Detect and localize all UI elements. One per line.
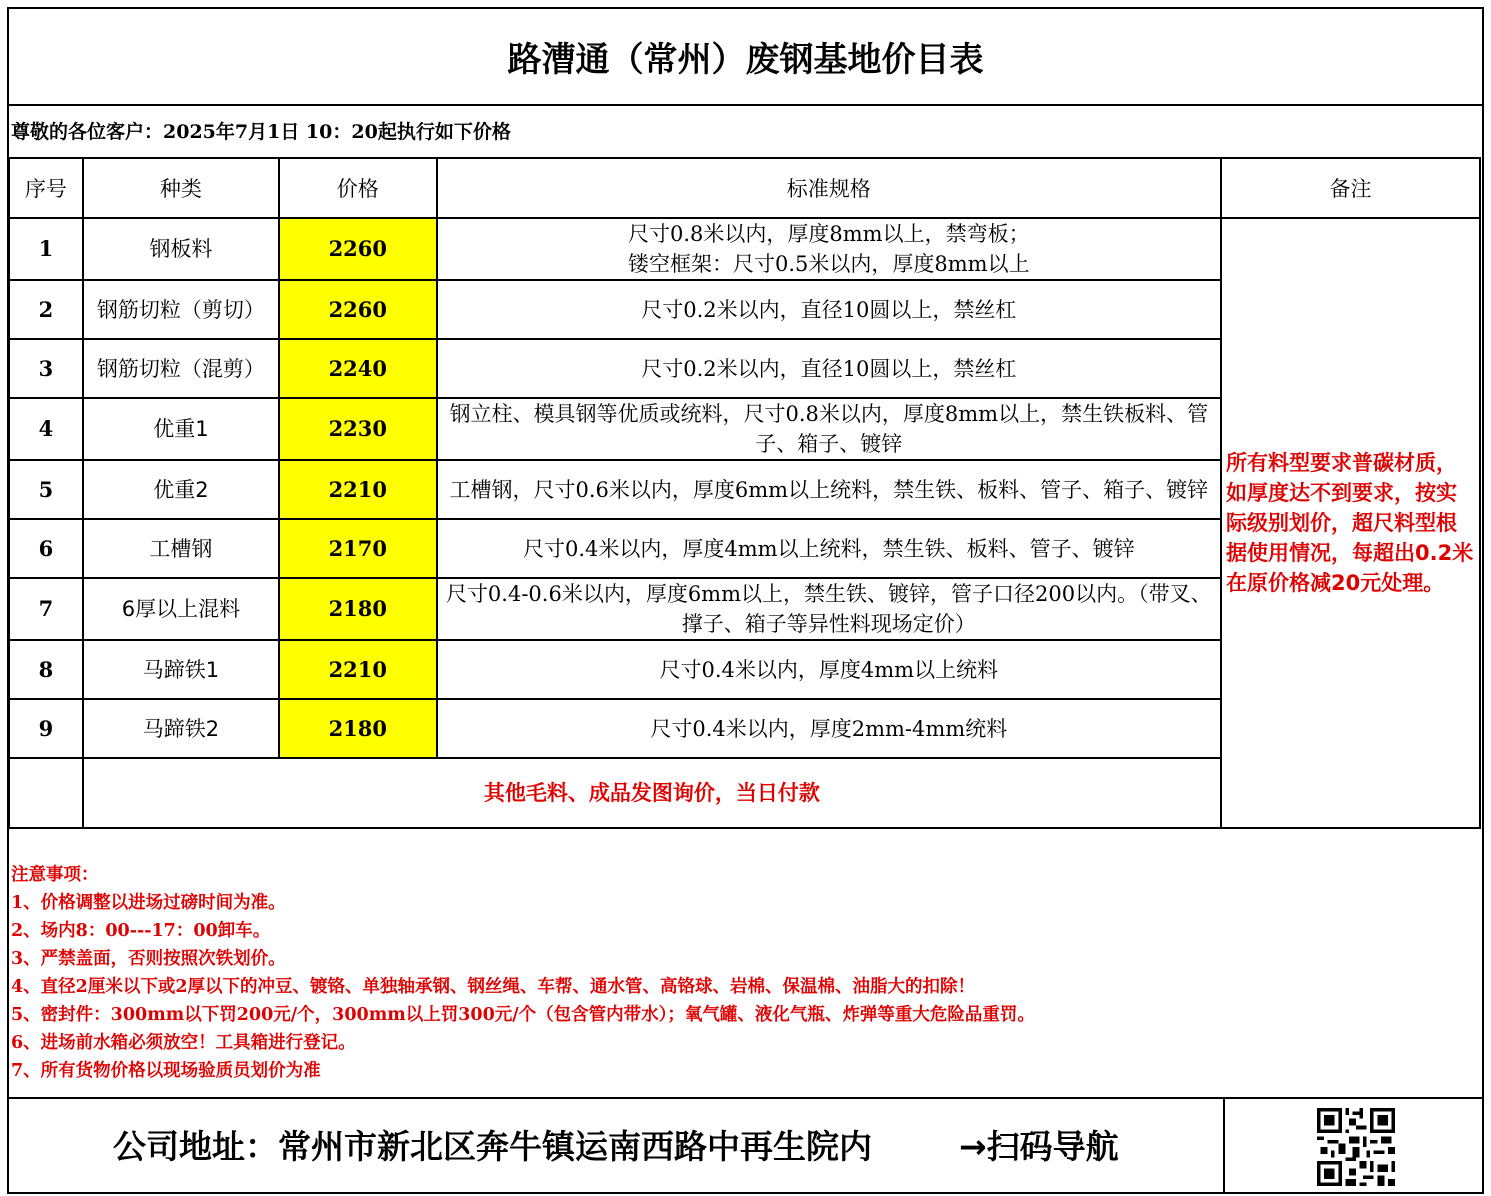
row-price: 2180 [279, 699, 437, 758]
spec-line: 镂空框架：尺寸0.5米以内，厚度8mm以上 [627, 252, 1030, 276]
row-price: 2230 [279, 398, 437, 460]
notes-title: 注意事项： [11, 865, 99, 885]
qr-code-icon[interactable] [1312, 1108, 1400, 1186]
price-sheet [7, 7, 1484, 1194]
row-price: 2260 [279, 280, 437, 339]
company-address: 公司地址：常州市新北区奔牛镇运南西路中再生院内 [113, 1127, 872, 1166]
footer [9, 1097, 1482, 1194]
row-kind: 优重2 [83, 460, 279, 519]
footer-divider [1223, 1099, 1225, 1194]
row-price: 2260 [279, 218, 437, 280]
row-spec [437, 398, 1221, 460]
row-kind: 钢板料 [83, 218, 279, 280]
effective-notice: 尊敬的各位客户：2025年7月1日 10：20起执行如下价格 [11, 121, 511, 143]
spec-line: 尺寸0.4米以内，厚度4mm以上统料，禁生铁、板料、管子、镀锌 [522, 536, 1135, 561]
row-spec [437, 339, 1221, 398]
note-item: 2、场内8：00---17：00卸车。 [11, 921, 271, 941]
row-price: 2170 [279, 519, 437, 578]
note-item: 7、所有货物价格以现场验质员划价为准 [11, 1061, 321, 1081]
row-index: 7 [9, 578, 83, 640]
row-spec [437, 578, 1221, 640]
row-kind: 6厚以上混料 [83, 578, 279, 640]
spec-line: 尺寸0.2米以内，直径10圆以上，禁丝杠 [641, 297, 1017, 322]
price-table [8, 157, 1481, 829]
row-kind: 工槽钢 [83, 519, 279, 578]
row-index: 8 [9, 640, 83, 699]
row-kind: 马蹄铁1 [83, 640, 279, 699]
spec-line: 尺寸0.4-0.6米以内，厚度6mm以上，禁生铁、镀锌，管子口径200以内。（带叉、 [445, 582, 1212, 606]
header-price: 价格 [279, 158, 437, 218]
row-kind: 优重1 [83, 398, 279, 460]
scan-navigate-label: →扫码导航 [959, 1127, 1119, 1166]
row-index: 1 [9, 218, 83, 280]
header-index: 序号 [9, 158, 83, 218]
row-index: 3 [9, 339, 83, 398]
table-header-row [9, 158, 1480, 218]
inquiry-blank-cell [9, 758, 83, 828]
note-item: 4、直径2厘米以下或2厚以下的冲豆、镀铬、单独轴承钢、钢丝绳、车帮、通水管、高铬球、岩棉、保温棉、油脂大的扣除！ [11, 977, 976, 997]
row-spec [437, 460, 1221, 519]
page-title: 路漕通（常州）废钢基地价目表 [9, 9, 1482, 106]
row-spec [437, 218, 1221, 280]
notes-section [11, 861, 1035, 1085]
spec-line: 尺寸0.2米以内，直径10圆以上，禁丝杠 [641, 356, 1017, 381]
header-spec: 标准规格 [437, 158, 1221, 218]
spec-line: 尺寸0.8米以内，厚度8mm以上，禁弯板； [627, 222, 1030, 246]
row-price: 2180 [279, 578, 437, 640]
note-item: 5、密封件：300mm以下罚200元/个，300mm以上罚300元/个（包含管内带水）；氧气罐、液化气瓶、炸弹等重大危险品重罚。 [11, 1005, 1035, 1025]
row-price: 2210 [279, 640, 437, 699]
row-index: 9 [9, 699, 83, 758]
table-row [9, 218, 1480, 280]
row-index: 6 [9, 519, 83, 578]
row-index: 5 [9, 460, 83, 519]
note-item: 3、严禁盖面，否则按照次铁划价。 [11, 949, 286, 969]
spec-line: 尺寸0.4米以内，厚度2mm-4mm统料 [650, 716, 1008, 741]
inquiry-note: 其他毛料、成品发图询价，当日付款 [83, 758, 1221, 828]
row-index: 2 [9, 280, 83, 339]
remark-cell: 所有料型要求普碳材质，如厚度达不到要求，按实际级别划价，超尺料型根据使用情况，每超出0.2米在原价格减20元处理。 [1221, 218, 1480, 828]
row-spec [437, 699, 1221, 758]
row-kind: 钢筋切粒（混剪） [83, 339, 279, 398]
spec-line: 撑子、箱子等异性料现场定价） [681, 612, 976, 636]
spec-line: 工槽钢，尺寸0.6米以内，厚度6mm以上统料，禁生铁、板料、管子、箱子、镀锌 [449, 477, 1209, 502]
row-kind: 马蹄铁2 [83, 699, 279, 758]
spec-line: 子、箱子、镀锌 [755, 432, 903, 456]
row-spec [437, 640, 1221, 699]
note-item: 1、价格调整以进场过磅时间为准。 [11, 893, 286, 913]
row-price: 2210 [279, 460, 437, 519]
row-spec [437, 519, 1221, 578]
header-kind: 种类 [83, 158, 279, 218]
row-index: 4 [9, 398, 83, 460]
spec-line: 钢立柱、模具钢等优质或统料，尺寸0.8米以内，厚度8mm以上，禁生铁板料、管 [449, 402, 1209, 426]
note-item: 6、进场前水箱必须放空！工具箱进行登记。 [11, 1033, 356, 1053]
row-price: 2240 [279, 339, 437, 398]
spec-line: 尺寸0.4米以内，厚度4mm以上统料 [659, 657, 999, 682]
row-kind: 钢筋切粒（剪切） [83, 280, 279, 339]
header-remark: 备注 [1221, 158, 1480, 218]
row-spec [437, 280, 1221, 339]
